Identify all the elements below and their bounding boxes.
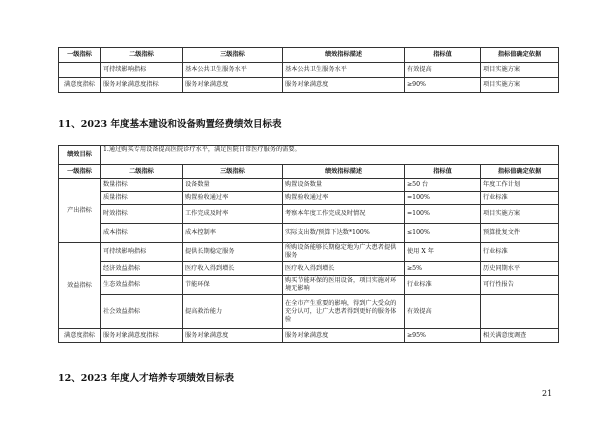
table-cell: ≥90% [405, 78, 481, 93]
table-cell: 历史同期水平 [481, 262, 559, 276]
table-cell: 医疗收入得到增长 [183, 262, 283, 276]
table-cell: 服务对象满意度指标 [101, 329, 183, 343]
table-cell: 项目实施方案 [481, 78, 559, 93]
header-cell: 指标值确定依据 [481, 48, 559, 63]
table-row [59, 78, 559, 93]
goal-label: 绩效目标 [59, 146, 101, 165]
table-cell: ≥5% [405, 262, 481, 276]
table-row [59, 262, 559, 276]
header-cell: 三级指标 [183, 165, 283, 179]
table-cell: 行业标准 [481, 243, 559, 262]
table-cell: 社会效益指标 [101, 295, 183, 329]
table-cell: 服务对象满意度 [183, 329, 283, 343]
section-heading: 12、2023 年度人才培养专项绩效目标表 [58, 373, 234, 384]
table-cell: 可持续影响指标 [101, 243, 183, 262]
table-cell: 时效指标 [101, 205, 183, 224]
table-cell: 年度工作计划 [481, 179, 559, 192]
table-cell: 相关满意度调查 [481, 329, 559, 343]
table-row [59, 295, 559, 329]
table-cell: 使用 X 年 [405, 243, 481, 262]
table-2 [58, 145, 559, 343]
table-row [59, 224, 559, 243]
table-row [59, 205, 559, 224]
table-cell: 在全市产生重要的影响，得到广大受众的充分认可，让广大患者得到更好的服务体验 [283, 295, 405, 329]
table-cell: 预算批复文件 [481, 224, 559, 243]
table-cell: 经济效益指标 [101, 262, 183, 276]
table-cell: 购买节能环保的医用设备，项目实施对环境无影响 [283, 276, 405, 295]
table-cell: 项目实施方案 [481, 63, 559, 78]
table-cell: 基本公共卫生服务水平 [183, 63, 283, 78]
header-cell: 绩效指标描述 [283, 165, 405, 179]
table-cell: 质量指标 [101, 192, 183, 205]
table-cell: 节能环保 [183, 276, 283, 295]
category-cell: 效益指标 [59, 243, 101, 329]
section-heading: 11、2023 年度基本建设和设备购置经费绩效目标表 [58, 119, 282, 130]
table-cell: 有效提高 [405, 63, 481, 78]
table-row [59, 63, 559, 78]
table-cell [59, 63, 101, 78]
table-cell: 成本指标 [101, 224, 183, 243]
header-cell: 一级指标 [59, 165, 101, 179]
table-cell: 提供长期稳定服务 [183, 243, 283, 262]
page-number: 21 [542, 389, 553, 398]
table-cell: 设备数量 [183, 179, 283, 192]
table-cell: 服务对象满意度 [183, 78, 283, 93]
table-cell: 行业标准 [481, 192, 559, 205]
goal-row [59, 146, 559, 165]
table-cell: =100% [405, 192, 481, 205]
table-2-header [59, 165, 559, 179]
table-cell: 服务对象满意度 [283, 329, 405, 343]
table-cell: 行业标准 [405, 276, 481, 295]
table-cell: 可持续影响指标 [101, 63, 183, 78]
table-cell: 购置验收通过率 [283, 192, 405, 205]
category-cell: 产出指标 [59, 179, 101, 243]
header-cell: 指标值 [405, 165, 481, 179]
table-cell: =100% [405, 205, 481, 224]
table-cell: ≥95% [405, 329, 481, 343]
table-cell: 购置验收通过率 [183, 192, 283, 205]
table-cell: 有效提高 [405, 295, 481, 329]
table-cell: 成本控制率 [183, 224, 283, 243]
header-cell: 指标值确定依据 [481, 165, 559, 179]
table-cell: 基本公共卫生服务水平 [283, 63, 405, 78]
table-row [59, 179, 559, 192]
table-cell: 满意度指标 [59, 78, 101, 93]
table-row [59, 243, 559, 262]
table-1 [58, 47, 559, 93]
header-cell: 指标值 [405, 48, 481, 63]
header-cell: 二级指标 [101, 48, 183, 63]
table-cell: 服务对象满意度指标 [101, 78, 183, 93]
table-cell: 实际支出数/预算下达数*100% [283, 224, 405, 243]
table-1-header [59, 48, 559, 63]
table-cell: 可行性报告 [481, 276, 559, 295]
table-cell: 购置设备数量 [283, 179, 405, 192]
category-cell: 满意度指标 [59, 329, 101, 343]
table-cell: 医疗收入得到增长 [283, 262, 405, 276]
table-cell: 考察本年度工作完成及时情况 [283, 205, 405, 224]
table-row [59, 329, 559, 343]
header-cell: 二级指标 [101, 165, 183, 179]
table-cell: 所购设备能够长期稳定地为广大患者提供服务 [283, 243, 405, 262]
header-cell: 一级指标 [59, 48, 101, 63]
table-cell: 工作完成及时率 [183, 205, 283, 224]
table-cell: 服务对象满意度 [283, 78, 405, 93]
table-cell: 项目实施方案 [481, 205, 559, 224]
table-row [59, 276, 559, 295]
table-cell: 数量指标 [101, 179, 183, 192]
table-cell: ≥50 台 [405, 179, 481, 192]
header-cell: 三级指标 [183, 48, 283, 63]
table-cell: 生态效益指标 [101, 276, 183, 295]
table-row [59, 192, 559, 205]
table-cell: 提高救治能力 [183, 295, 283, 329]
table-cell [481, 295, 559, 329]
table-cell: ≤100% [405, 224, 481, 243]
header-cell: 绩效指标描述 [283, 48, 405, 63]
goal-text: 1.通过购买专用设备提高医院诊疗水平，满足医院日常医疗服务的需要。 [101, 146, 559, 165]
